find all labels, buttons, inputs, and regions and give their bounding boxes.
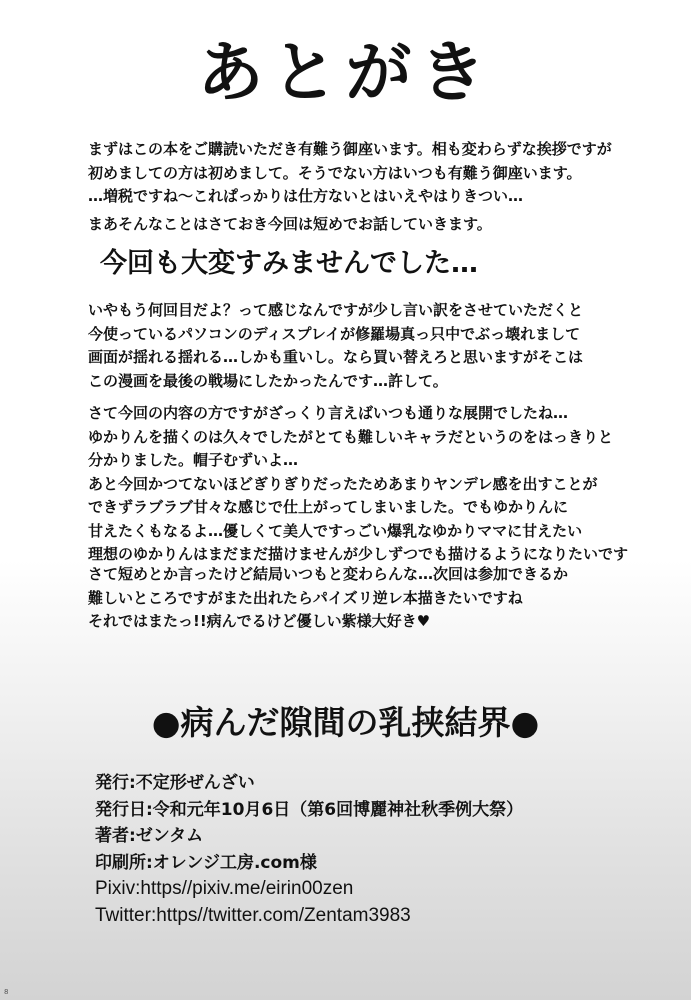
author-line: 著者:ゼンタム bbox=[95, 826, 204, 846]
page-number: 8 bbox=[4, 988, 9, 996]
colophon bbox=[95, 770, 523, 929]
intro-line: 初めましての方は初めまして。そうでない方はいつも有難う御座います。 bbox=[88, 163, 582, 182]
paragraph-line: この漫画を最後の戦場にしたかったんです…許して。 bbox=[88, 371, 448, 390]
apology-heading: 今回も大変すみませんでした… bbox=[100, 248, 478, 279]
paragraph-line: ゆかりんを描くのは久々でしたがとても難しいキャラだというのをはっきりと bbox=[88, 427, 614, 446]
paragraph-line: 理想のゆかりんはまだまだ描けませんが少しずつでも描けるようになりたいです bbox=[88, 545, 629, 563]
paragraph-line: 甘えたくもなるよ…優しくて美人ですっごい爆乳なゆかりママに甘えたい bbox=[88, 521, 583, 540]
paragraph-line: 分かりました。帽子むずいよ… bbox=[88, 451, 299, 469]
paragraph-line: 難しいところですがまた出れたらパイズリ逆レ本描きたいですね bbox=[88, 588, 523, 607]
intro-line: …増税ですね～これぱっかりは仕方ないとはいえやはりきつい… bbox=[88, 187, 524, 205]
book-title: ●病んだ隙間の乳挟結界● bbox=[151, 703, 540, 742]
closing-paragraph bbox=[88, 563, 688, 634]
excuse-paragraph bbox=[88, 299, 688, 393]
paragraph-line: さて今回の内容の方ですがざっくり言えばいつも通りな展開でしたね… bbox=[88, 404, 569, 422]
content-paragraph bbox=[88, 402, 688, 567]
publish-date-line: 発行日:令和元年10月6日（第6回博麗神社秋季例大祭） bbox=[95, 799, 524, 820]
paragraph-line: あと今回かつてないほどぎりぎりだったためあまりヤンデレ感を出すことが bbox=[88, 474, 598, 493]
paragraph-line: 今使っているパソコンのディスプレイが修羅場真っ只中でぶっ壊れまして bbox=[88, 324, 581, 343]
page-title: あとがき bbox=[197, 34, 494, 111]
twitter-link: Twitter:https//twitter.com/Zentam3983 bbox=[95, 904, 411, 926]
paragraph-line: いやもう何回目だよ？って感じなんですが少し言い訳をさせていただくと bbox=[88, 301, 584, 319]
intro-paragraph bbox=[88, 138, 688, 236]
paragraph-line: できずラブラブ甘々な感じで仕上がってしまいました。でもゆかりんに bbox=[88, 498, 569, 516]
paragraph-line: さて短めとか言ったけど結局いつもと変わらんな…次回は参加できるか bbox=[88, 565, 569, 583]
publisher-line: 発行:不定形ぜんざい bbox=[95, 773, 255, 793]
intro-line: まあそんなことはさておき今回は短めでお話していきます。 bbox=[88, 214, 492, 233]
paragraph-line: 画面が揺れる揺れる…しかも重いし。なら買い替えろと思いますがそこは bbox=[88, 348, 584, 366]
pixiv-link: Pixiv:https//pixiv.me/eirin00zen bbox=[95, 878, 354, 899]
printer-line: 印刷所:オレンジ工房.com様 bbox=[95, 852, 317, 873]
intro-line: まずはこの本をご購読いただき有難う御座います。相も変わらずな挨拶ですが bbox=[88, 140, 612, 158]
paragraph-line: それではまたっ!!病んでるけど優しい紫様大好き♥ bbox=[88, 612, 431, 630]
